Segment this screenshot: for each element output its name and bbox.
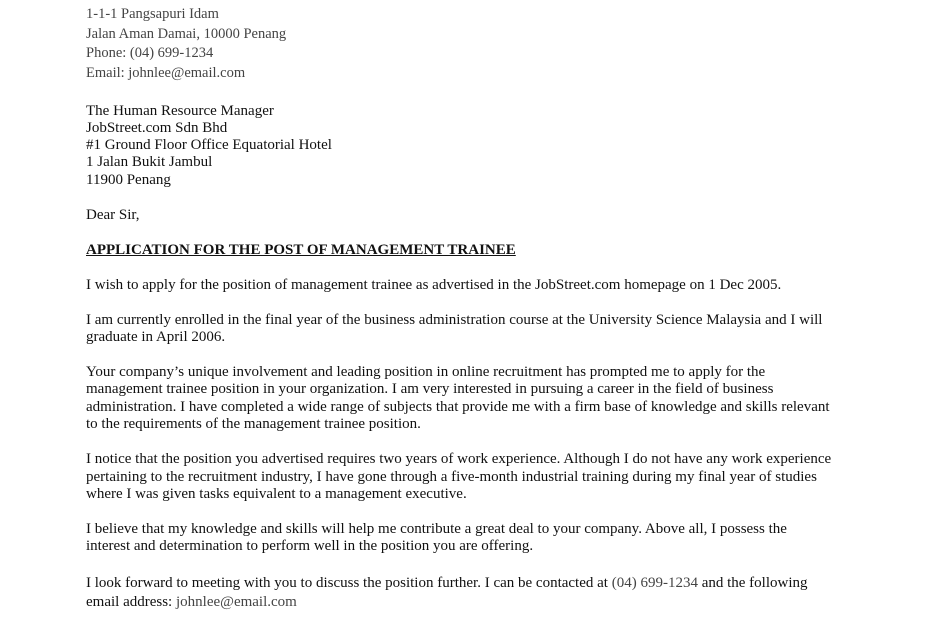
- paragraph-4-line-1: I notice that the position you advertised requires two years of work experience. Although I do not have any work experience: [86, 451, 832, 467]
- contact-email: johnlee@email.com: [175, 594, 297, 610]
- recipient-address-line-2: 1 Jalan Bukit Jambul: [86, 154, 213, 170]
- recipient-address-line-3: 11900 Penang: [86, 172, 171, 188]
- paragraph-2-line-2: graduate in April 2006.: [86, 329, 226, 345]
- sender-address-line-2: Jalan Aman Damai, 10000 Penang: [86, 26, 287, 42]
- paragraph-2-line-1: I am currently enrolled in the final year of the business administration course at the University Science Malaysia and I will: [86, 312, 823, 328]
- paragraph-3-line-3: administration. I have completed a wide range of subjects that provide me with a firm base of knowledge and skills relevant: [86, 399, 830, 415]
- recipient-company: JobStreet.com Sdn Bhd: [86, 120, 228, 136]
- closing-line-2: [86, 594, 297, 611]
- paragraph-5-line-1: I believe that my knowledge and skills will help me contribute a great deal to your company. Above all, I possess the: [86, 521, 787, 537]
- recipient-address-line-1: #1 Ground Floor Office Equatorial Hotel: [86, 137, 332, 153]
- paragraph-3-line-1: Your company’s unique involvement and leading position in online recruitment has prompted me to apply for the: [86, 364, 766, 380]
- sender-phone: Phone: (04) 699-1234: [86, 45, 214, 61]
- paragraph-1-line-1: I wish to apply for the position of management trainee as advertised in the JobStreet.com homepage on 1 Dec 2005.: [86, 277, 782, 293]
- closing-text-before-phone: I look forward to meeting with you to discuss the position further. I can be contacted at: [86, 575, 612, 591]
- sender-address-line-1: 1-1-1 Pangsapuri Idam: [86, 6, 219, 22]
- recipient-title: The Human Resource Manager: [86, 103, 274, 119]
- closing-email-label: email address:: [86, 594, 176, 610]
- salutation: Dear Sir,: [86, 207, 140, 223]
- closing-text-after-phone: and the following: [697, 575, 808, 591]
- paragraph-5-line-2: interest and determination to perform well in the position you are offering.: [86, 538, 534, 554]
- paragraph-4-line-3: where I was given tasks equivalent to a management executive.: [86, 486, 467, 502]
- sender-email: Email: johnlee@email.com: [86, 65, 246, 81]
- closing-line-1: [86, 575, 808, 592]
- subject-heading: APPLICATION FOR THE POST OF MANAGEMENT TRAINEE: [86, 242, 516, 258]
- contact-phone: (04) 699-1234: [611, 575, 698, 591]
- paragraph-4-line-2: pertaining to the recruitment industry, I have gone through a five-month industrial training during my final year of studies: [86, 469, 817, 485]
- paragraph-3-line-2: management trainee position in your organization. I am very interested in pursuing a career in the field of business: [86, 381, 774, 397]
- paragraph-3-line-4: to the requirements of the management trainee position.: [86, 416, 421, 432]
